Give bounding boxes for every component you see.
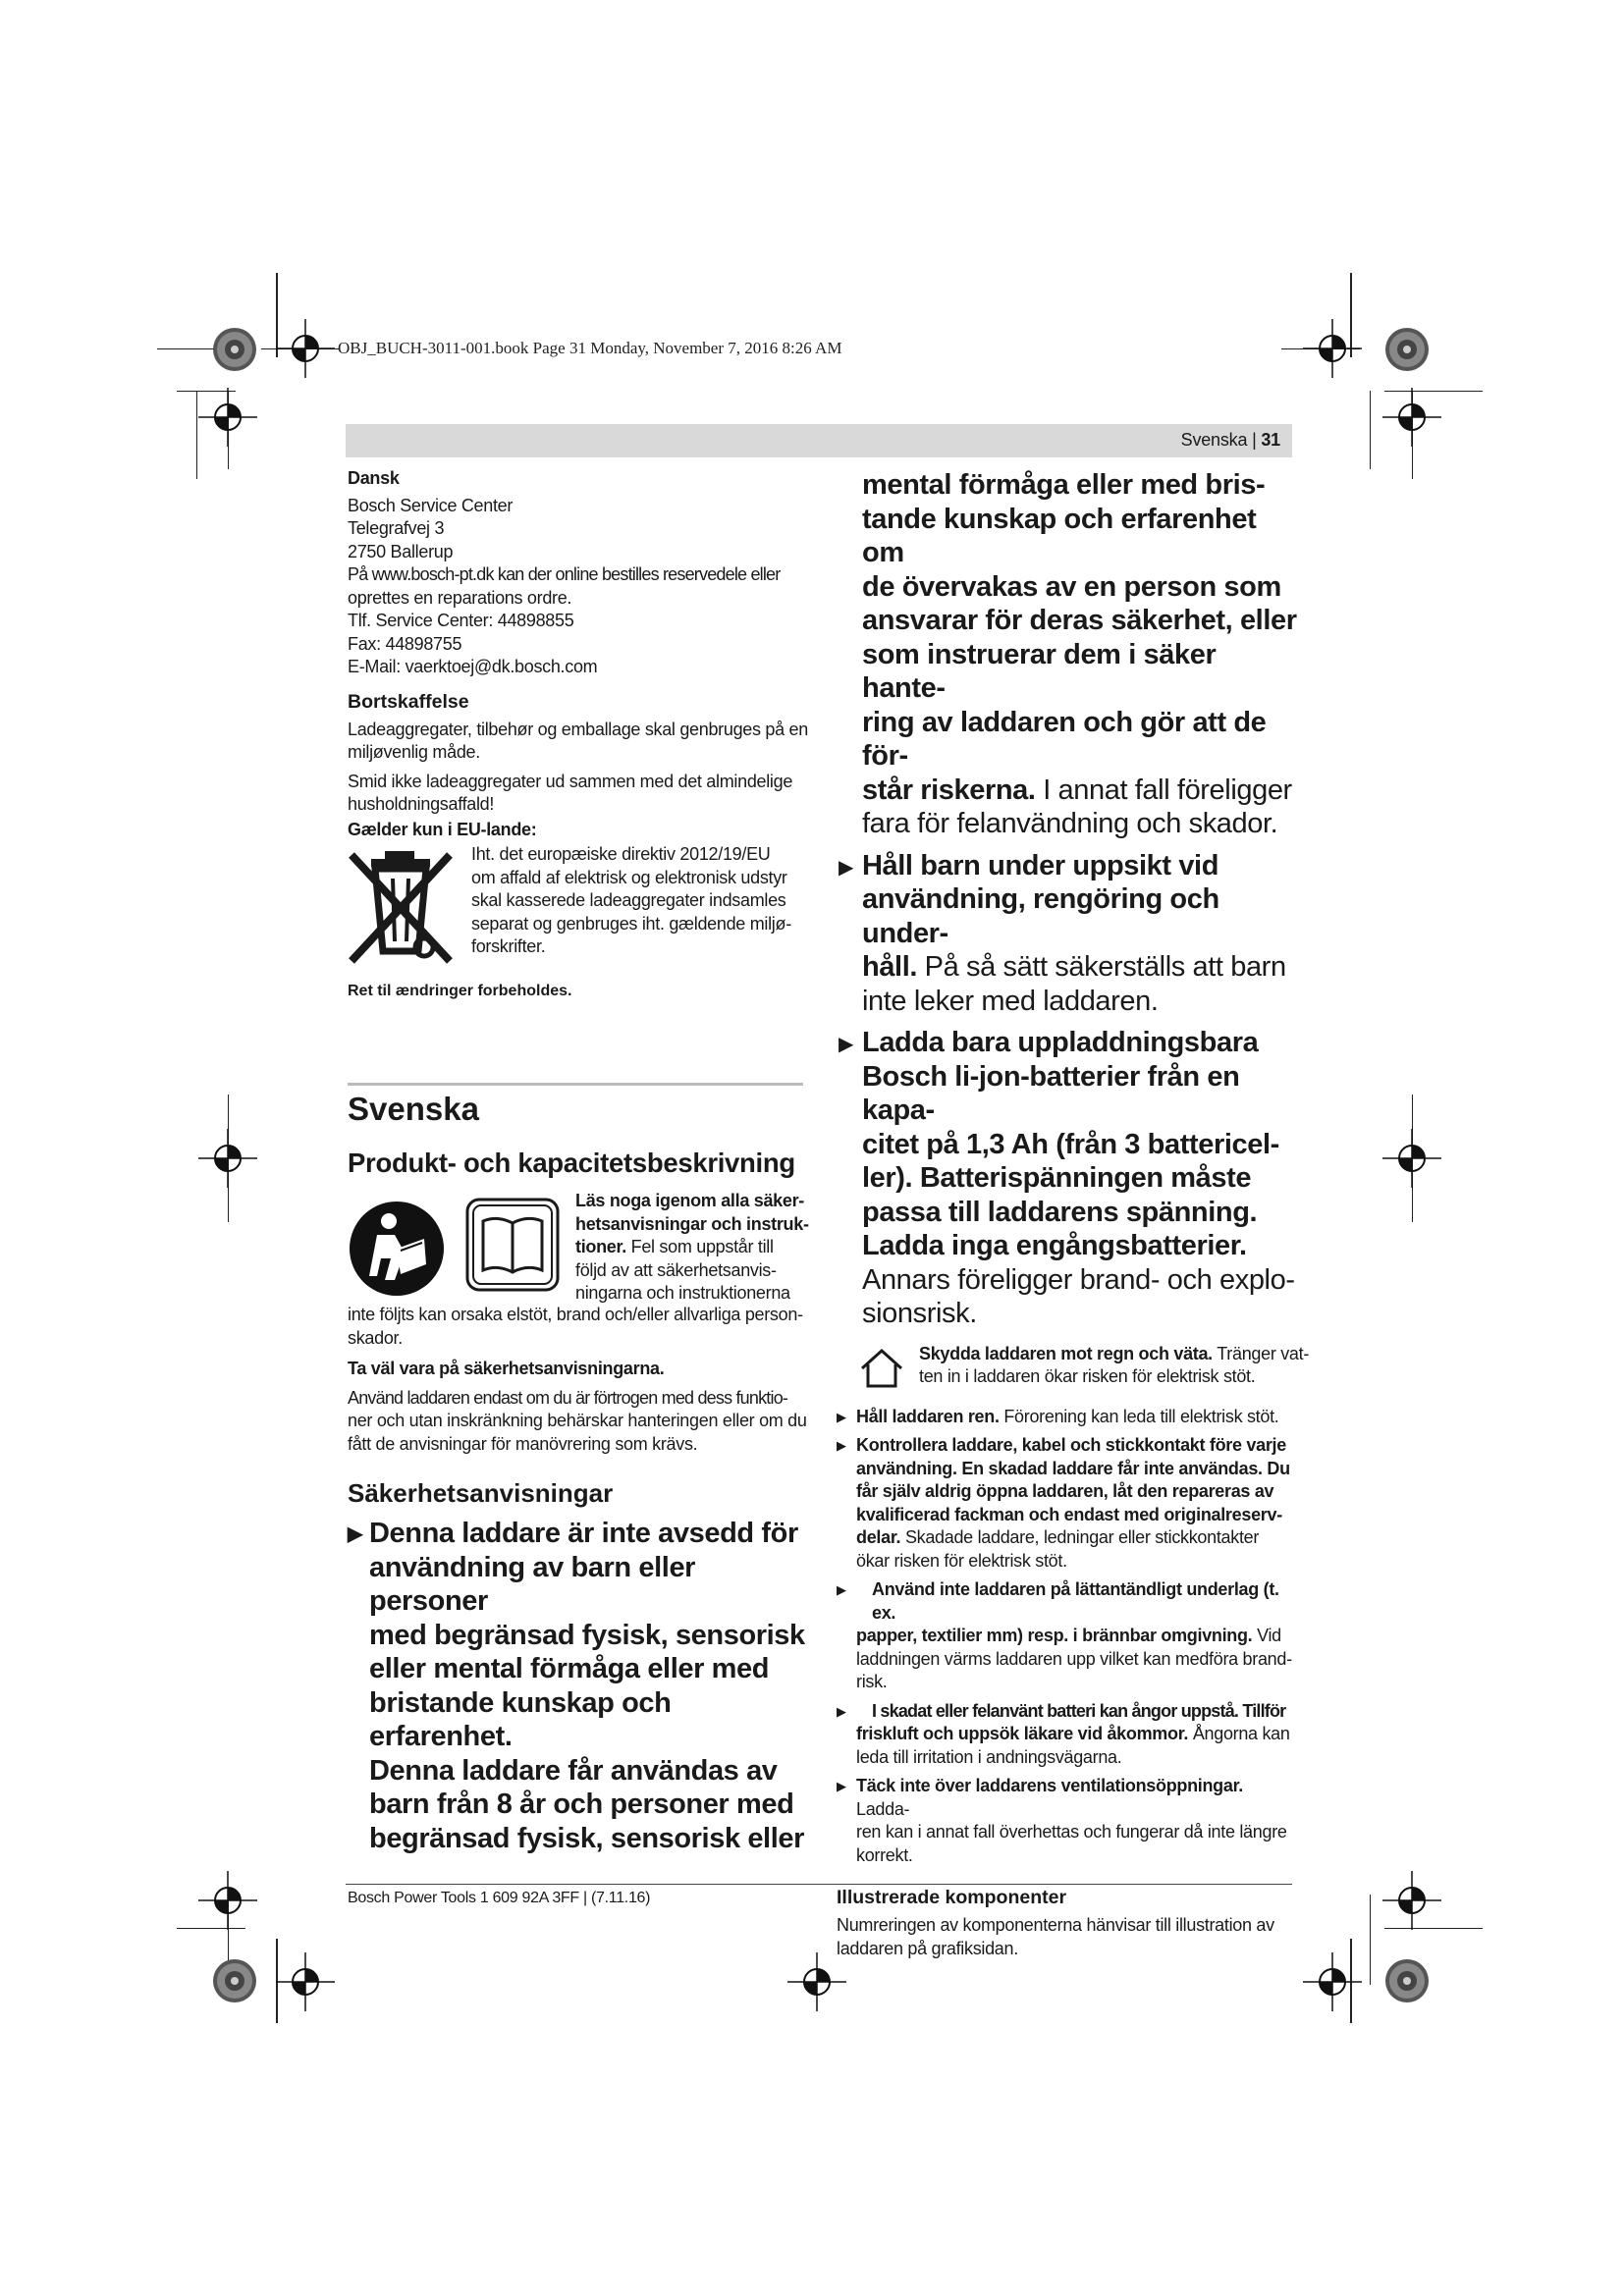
- bullet-triangle-icon: ▶: [839, 856, 853, 879]
- battery-warning: ▶ Ladda bara uppladdningsbara Bosch li-jon-batterier från en kapa- citet på 1,3 Ah (från 3 battericel- ler). Batterispänningen måste passa till laddarens spänning. Ladda inga engångsbatterier. Annars föreligger brand- och explo- sionsrisk.: [839, 1027, 1295, 1329]
- bullet-triangle-icon: ▶: [837, 1409, 846, 1424]
- big-warning: ▶ Denna laddare är inte avsedd för användning av barn eller personer med begränsad fysisk, sensorisk eller mental förmåga eller med bristande kunskap och erfarenhet. Denna laddare får användas av barn från 8 år och personer med begränsad fysisk, sensorisk eller: [348, 1518, 805, 1854]
- read-instructions-text: Läs noga igenom alla säker- hetsanvisningar och instruk- tioner. Fel som uppstår till följd av att säkerhetsanvis- ningarna och instruktionerna: [575, 1191, 809, 1303]
- weee-block: [348, 845, 809, 973]
- svenska-heading: Svenska: [348, 1091, 479, 1127]
- book-header: OBJ_BUCH-3011-001.book Page 31 Monday, November 7, 2016 8:26 AM: [338, 339, 842, 357]
- weee-crossed-bin-icon: [348, 845, 456, 968]
- rain-warning-text: Skydda laddaren mot regn och väta. Tränger vat- ten in i laddaren ökar risken för elektrisk stöt.: [919, 1343, 1310, 1386]
- eu-directive-text: Iht. det europæiske direktiv 2012/19/EU om affald af elektrisk og elektronisk udstyr skal kasserede ladeaggregater indsamles separat og genbruges iht. gældende miljø- forskrifter.: [471, 844, 791, 956]
- read-instructions-continuation: inte följts kan orsaka elstöt, brand och/eller allvarliga person- skador.: [348, 1305, 803, 1348]
- running-header: [346, 424, 1292, 457]
- footer-rule: [346, 1884, 1292, 1885]
- bullet-triangle-icon: ▶: [348, 1523, 362, 1545]
- footer: Bosch Power Tools 1 609 92A 3FF | (7.11.16): [348, 1890, 651, 1906]
- illustrerade-heading: Illustrerade komponenter: [837, 1887, 1067, 1908]
- bullet-triangle-icon: ▶: [837, 1779, 846, 1793]
- bullet-list: [837, 1406, 1298, 1868]
- use-charger-text: Använd laddaren endast om du är förtrogen med dess funktio- ner och utan inskränkning behärskar hanteringen eller om du fått de anvisningar för manövrering som krävs.: [348, 1387, 807, 1454]
- changes-note: Ret til ændringer forbeholdes.: [348, 983, 572, 999]
- page-number: 31: [1261, 430, 1280, 450]
- keep-instructions: Ta väl vara på säkerhetsanvisningarna.: [348, 1359, 665, 1378]
- list-item: ▶ I skadat eller felanvänt batteri kan ångor uppstå. Tillför friskluft och uppsök läkare vid åkommor. Ångorna kan leda till irritation i andningsvägarna.: [837, 1700, 1290, 1767]
- supervise-children-warning: ▶ Håll barn under uppsikt vid användning, rengöring och under- håll. På så sätt säkerställs att barn inte leker med laddaren.: [839, 849, 1286, 1017]
- svenska-section: [348, 1090, 809, 1855]
- produkt-heading: Produkt- och kapacitetsbeskrivning: [348, 1148, 795, 1178]
- bortskaffelse-paragraph-1: Ladeaggregater, tilbehør og emballage skal genbruges på en miljøvenlig måde.: [348, 719, 808, 762]
- running-header-section: Svenska |: [1180, 430, 1257, 450]
- list-item: ▶ Använd inte laddaren på lättantändligt underlag (t. ex. papper, textilier mm) resp. i brännbar omgivning. Vid laddningen värms laddaren upp vilket kan medföra brand- risk.: [837, 1579, 1292, 1691]
- bortskaffelse-heading: Bortskaffelse: [348, 690, 469, 713]
- sakerhet-heading: Säkerhetsanvisningar: [348, 1478, 614, 1508]
- safety-read-block: [348, 1190, 809, 1311]
- dansk-address: Bosch Service Center Telegrafvej 3 2750 Ballerup På www.bosch-pt.dk kan der online bestilles reservedele eller oprettes en reparations ordre. Tlf. Service Center: 44898855 Fax: 44898755 E-Mail: vaerktoej@dk.bosch.com: [348, 495, 781, 676]
- dansk-heading: Dansk: [348, 468, 400, 488]
- section-divider: [348, 1083, 803, 1086]
- warning-continuation: mental förmåga eller med bris- tande kunskap och erfarenhet om de övervakas av en person som ansvarar för deras säkerhet, eller som instruerar dem i säker hante- ring av laddaren och gör att de för- står riskerna. I annat fall föreligger fara för felanvändning och skador.: [862, 469, 1297, 839]
- manual-book-icon: [465, 1198, 560, 1292]
- right-column: [837, 468, 1310, 1960]
- bullet-triangle-icon: ▶: [839, 1034, 853, 1055]
- illustrerade-text: Numreringen av komponenterna hänvisar till illustration av laddaren på grafiksidan.: [837, 1915, 1274, 1958]
- list-item: ▶ Kontrollera laddare, kabel och stickkontakt före varje användning. En skadad laddare får inte användas. Du får själv aldrig öppna laddaren, låt den repareras av kvalificerad fackman och endast med originalreserv- delar. Skadade laddare, ledningar eller stickkontakter ökar risken för elektrisk stöt.: [837, 1435, 1290, 1571]
- bullet-triangle-icon: ▶: [837, 1438, 846, 1453]
- bullet-triangle-icon: ▶: [837, 1582, 846, 1597]
- bortskaffelse-paragraph-2: Smid ikke ladeaggregater ud sammen med det almindelige husholdningsaffald!: [348, 771, 793, 814]
- bullet-triangle-icon: ▶: [837, 1703, 846, 1719]
- rain-warning: [837, 1343, 1310, 1394]
- eu-heading: Gælder kun i EU-lande:: [348, 819, 537, 839]
- read-manual-icon: [348, 1200, 446, 1298]
- list-item: ▶ Täck inte över laddarens ventilationsöppningar. Ladda- ren kan i annat fall överhettas och fungerar då inte längre korrekt.: [837, 1776, 1287, 1865]
- list-item: ▶ Håll laddaren ren. Förorening kan leda till elektrisk stöt.: [837, 1406, 1298, 1429]
- house-indoor-use-icon: [858, 1347, 905, 1390]
- left-column: [348, 467, 809, 1000]
